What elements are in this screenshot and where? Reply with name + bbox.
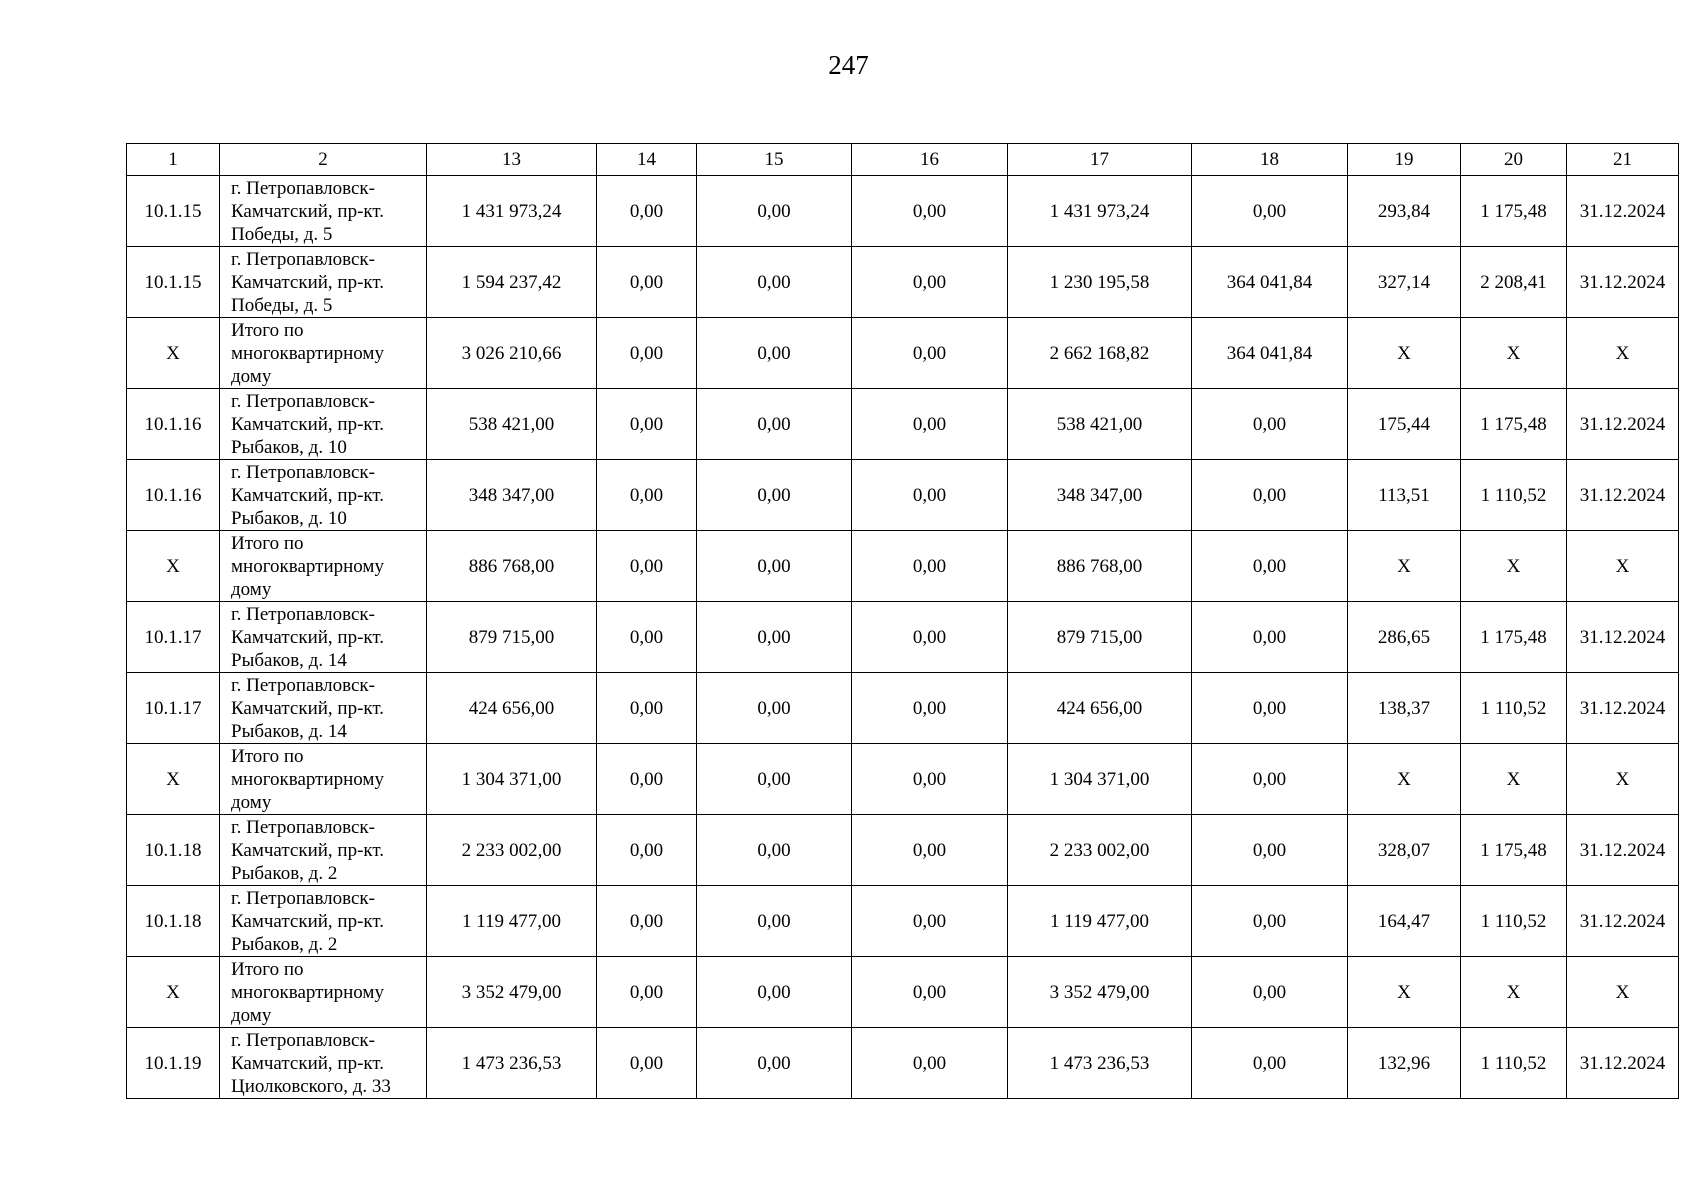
column-header: 20 (1461, 144, 1567, 176)
col14-cell: 0,00 (597, 531, 697, 602)
address-cell (220, 673, 427, 744)
column-header: 1 (127, 144, 220, 176)
address-line: г. Петропавловск- (231, 1029, 375, 1051)
address-line: Рыбаков, д. 2 (231, 933, 338, 955)
col21-cell: X (1567, 531, 1679, 602)
col18-cell: 0,00 (1192, 673, 1348, 744)
table-body (127, 176, 1679, 1099)
col20-cell: X (1461, 744, 1567, 815)
col14-cell: 0,00 (597, 318, 697, 389)
row-number-cell: 10.1.16 (127, 389, 220, 460)
address-cell (220, 460, 427, 531)
address-line: Циолковского, д. 33 (231, 1075, 391, 1097)
col21-cell: 31.12.2024 (1567, 602, 1679, 673)
col19-cell: 293,84 (1348, 176, 1461, 247)
col21-cell: X (1567, 744, 1679, 815)
col16-cell: 0,00 (852, 957, 1008, 1028)
column-header: 19 (1348, 144, 1461, 176)
col20-cell: 1 175,48 (1461, 389, 1567, 460)
address-cell (220, 602, 427, 673)
address-line: Итого по (231, 958, 304, 980)
col13-cell: 2 233 002,00 (427, 815, 597, 886)
col19-cell: 327,14 (1348, 247, 1461, 318)
address-line: Итого по (231, 532, 304, 554)
address-line: Камчатский, пр-кт. (231, 484, 385, 506)
col13-cell: 1 594 237,42 (427, 247, 597, 318)
col14-cell: 0,00 (597, 389, 697, 460)
col21-cell: 31.12.2024 (1567, 460, 1679, 531)
col17-cell: 538 421,00 (1008, 389, 1192, 460)
address-line: г. Петропавловск- (231, 816, 375, 838)
col19-cell: 132,96 (1348, 1028, 1461, 1099)
address-cell (220, 531, 427, 602)
col21-cell: 31.12.2024 (1567, 247, 1679, 318)
table-row (127, 815, 1679, 886)
col14-cell: 0,00 (597, 673, 697, 744)
column-header: 17 (1008, 144, 1192, 176)
col21-cell: X (1567, 318, 1679, 389)
col13-cell: 348 347,00 (427, 460, 597, 531)
row-number-cell: X (127, 531, 220, 602)
row-number-cell: 10.1.15 (127, 247, 220, 318)
col14-cell: 0,00 (597, 815, 697, 886)
col13-cell: 1 431 973,24 (427, 176, 597, 247)
address-line: г. Петропавловск- (231, 674, 375, 696)
total-row (127, 531, 1679, 602)
col17-cell: 424 656,00 (1008, 673, 1192, 744)
col13-cell: 886 768,00 (427, 531, 597, 602)
col15-cell: 0,00 (697, 389, 852, 460)
col18-cell: 0,00 (1192, 460, 1348, 531)
address-line: многоквартирному (231, 768, 384, 790)
address-cell (220, 247, 427, 318)
col16-cell: 0,00 (852, 318, 1008, 389)
col13-cell: 3 352 479,00 (427, 957, 597, 1028)
table-row (127, 673, 1679, 744)
table-row (127, 389, 1679, 460)
col15-cell: 0,00 (697, 957, 852, 1028)
col14-cell: 0,00 (597, 460, 697, 531)
col19-cell: X (1348, 744, 1461, 815)
col16-cell: 0,00 (852, 176, 1008, 247)
address-cell (220, 389, 427, 460)
col17-cell: 1 230 195,58 (1008, 247, 1192, 318)
col20-cell: 1 110,52 (1461, 460, 1567, 531)
col17-cell: 348 347,00 (1008, 460, 1192, 531)
col19-cell: X (1348, 318, 1461, 389)
column-header: 14 (597, 144, 697, 176)
col17-cell: 879 715,00 (1008, 602, 1192, 673)
col21-cell: 31.12.2024 (1567, 1028, 1679, 1099)
address-line: Рыбаков, д. 14 (231, 720, 347, 742)
col16-cell: 0,00 (852, 744, 1008, 815)
col15-cell: 0,00 (697, 318, 852, 389)
col17-cell: 1 119 477,00 (1008, 886, 1192, 957)
col20-cell: X (1461, 318, 1567, 389)
table-row (127, 176, 1679, 247)
row-number-cell: 10.1.18 (127, 886, 220, 957)
data-table (126, 143, 1679, 1099)
col14-cell: 0,00 (597, 602, 697, 673)
address-line: Рыбаков, д. 10 (231, 436, 347, 458)
col19-cell: X (1348, 957, 1461, 1028)
col18-cell: 0,00 (1192, 1028, 1348, 1099)
col14-cell: 0,00 (597, 1028, 697, 1099)
col20-cell: 2 208,41 (1461, 247, 1567, 318)
total-row (127, 957, 1679, 1028)
column-header: 13 (427, 144, 597, 176)
address-line: Победы, д. 5 (231, 223, 333, 245)
address-line: г. Петропавловск- (231, 177, 375, 199)
col21-cell: 31.12.2024 (1567, 176, 1679, 247)
row-number-cell: 10.1.16 (127, 460, 220, 531)
address-line: г. Петропавловск- (231, 887, 375, 909)
column-header: 2 (220, 144, 427, 176)
col16-cell: 0,00 (852, 247, 1008, 318)
address-line: Победы, д. 5 (231, 294, 333, 316)
col17-cell: 3 352 479,00 (1008, 957, 1192, 1028)
row-number-cell: 10.1.19 (127, 1028, 220, 1099)
col17-cell: 2 233 002,00 (1008, 815, 1192, 886)
address-line: г. Петропавловск- (231, 461, 375, 483)
col21-cell: 31.12.2024 (1567, 886, 1679, 957)
address-line: Камчатский, пр-кт. (231, 1052, 385, 1074)
address-line: Рыбаков, д. 2 (231, 862, 338, 884)
col18-cell: 364 041,84 (1192, 318, 1348, 389)
address-line: Камчатский, пр-кт. (231, 200, 385, 222)
col13-cell: 1 119 477,00 (427, 886, 597, 957)
row-number-cell: 10.1.15 (127, 176, 220, 247)
col18-cell: 0,00 (1192, 389, 1348, 460)
address-line: дому (231, 578, 272, 600)
address-cell (220, 957, 427, 1028)
col18-cell: 0,00 (1192, 176, 1348, 247)
row-number-cell: X (127, 744, 220, 815)
col14-cell: 0,00 (597, 957, 697, 1028)
row-number-cell: 10.1.17 (127, 673, 220, 744)
col15-cell: 0,00 (697, 247, 852, 318)
col13-cell: 424 656,00 (427, 673, 597, 744)
col21-cell: 31.12.2024 (1567, 815, 1679, 886)
col17-cell: 2 662 168,82 (1008, 318, 1192, 389)
col13-cell: 879 715,00 (427, 602, 597, 673)
total-row (127, 318, 1679, 389)
row-number-cell: 10.1.18 (127, 815, 220, 886)
col17-cell: 1 431 973,24 (1008, 176, 1192, 247)
col21-cell: 31.12.2024 (1567, 673, 1679, 744)
col19-cell: 113,51 (1348, 460, 1461, 531)
col16-cell: 0,00 (852, 389, 1008, 460)
address-line: многоквартирному (231, 981, 384, 1003)
address-line: Камчатский, пр-кт. (231, 839, 385, 861)
col15-cell: 0,00 (697, 460, 852, 531)
col19-cell: 164,47 (1348, 886, 1461, 957)
col20-cell: 1 110,52 (1461, 886, 1567, 957)
page-number: 247 (828, 50, 869, 80)
col14-cell: 0,00 (597, 886, 697, 957)
col19-cell: 328,07 (1348, 815, 1461, 886)
address-line: многоквартирному (231, 342, 384, 364)
col13-cell: 538 421,00 (427, 389, 597, 460)
col17-cell: 1 473 236,53 (1008, 1028, 1192, 1099)
col16-cell: 0,00 (852, 460, 1008, 531)
col20-cell: 1 110,52 (1461, 673, 1567, 744)
col14-cell: 0,00 (597, 744, 697, 815)
row-number-cell: X (127, 957, 220, 1028)
address-line: Итого по (231, 319, 304, 341)
col16-cell: 0,00 (852, 602, 1008, 673)
col15-cell: 0,00 (697, 602, 852, 673)
address-line: г. Петропавловск- (231, 603, 375, 625)
col13-cell: 3 026 210,66 (427, 318, 597, 389)
address-line: Рыбаков, д. 14 (231, 649, 347, 671)
col19-cell: X (1348, 531, 1461, 602)
col16-cell: 0,00 (852, 815, 1008, 886)
col21-cell: X (1567, 957, 1679, 1028)
col16-cell: 0,00 (852, 673, 1008, 744)
col20-cell: 1 110,52 (1461, 1028, 1567, 1099)
col18-cell: 0,00 (1192, 602, 1348, 673)
table-row (127, 602, 1679, 673)
column-header: 15 (697, 144, 852, 176)
address-line: г. Петропавловск- (231, 248, 375, 270)
address-line: Камчатский, пр-кт. (231, 910, 385, 932)
header-row (127, 144, 1679, 176)
address-line: Камчатский, пр-кт. (231, 271, 385, 293)
col20-cell: X (1461, 957, 1567, 1028)
address-line: Камчатский, пр-кт. (231, 697, 385, 719)
column-header: 18 (1192, 144, 1348, 176)
address-line: Итого по (231, 745, 304, 767)
col19-cell: 138,37 (1348, 673, 1461, 744)
col14-cell: 0,00 (597, 247, 697, 318)
address-cell (220, 318, 427, 389)
col16-cell: 0,00 (852, 886, 1008, 957)
address-cell (220, 744, 427, 815)
col18-cell: 364 041,84 (1192, 247, 1348, 318)
column-header: 21 (1567, 144, 1679, 176)
column-header: 16 (852, 144, 1008, 176)
col15-cell: 0,00 (697, 531, 852, 602)
row-number-cell: 10.1.17 (127, 602, 220, 673)
col15-cell: 0,00 (697, 815, 852, 886)
table-row (127, 247, 1679, 318)
col18-cell: 0,00 (1192, 815, 1348, 886)
col13-cell: 1 473 236,53 (427, 1028, 597, 1099)
col17-cell: 886 768,00 (1008, 531, 1192, 602)
address-line: дому (231, 1004, 272, 1026)
address-line: Рыбаков, д. 10 (231, 507, 347, 529)
address-line: г. Петропавловск- (231, 390, 375, 412)
col20-cell: 1 175,48 (1461, 176, 1567, 247)
col17-cell: 1 304 371,00 (1008, 744, 1192, 815)
address-line: многоквартирному (231, 555, 384, 577)
col16-cell: 0,00 (852, 531, 1008, 602)
total-row (127, 744, 1679, 815)
col13-cell: 1 304 371,00 (427, 744, 597, 815)
col15-cell: 0,00 (697, 1028, 852, 1099)
address-cell (220, 1028, 427, 1099)
address-line: дому (231, 791, 272, 813)
col15-cell: 0,00 (697, 886, 852, 957)
col20-cell: X (1461, 531, 1567, 602)
table-row (127, 1028, 1679, 1099)
address-cell (220, 886, 427, 957)
col20-cell: 1 175,48 (1461, 815, 1567, 886)
row-number-cell: X (127, 318, 220, 389)
col19-cell: 286,65 (1348, 602, 1461, 673)
address-cell (220, 815, 427, 886)
col15-cell: 0,00 (697, 176, 852, 247)
col18-cell: 0,00 (1192, 744, 1348, 815)
col14-cell: 0,00 (597, 176, 697, 247)
col18-cell: 0,00 (1192, 957, 1348, 1028)
table-row (127, 460, 1679, 531)
col18-cell: 0,00 (1192, 531, 1348, 602)
address-line: Камчатский, пр-кт. (231, 626, 385, 648)
col15-cell: 0,00 (697, 744, 852, 815)
col20-cell: 1 175,48 (1461, 602, 1567, 673)
table-row (127, 886, 1679, 957)
address-cell (220, 176, 427, 247)
col16-cell: 0,00 (852, 1028, 1008, 1099)
col18-cell: 0,00 (1192, 886, 1348, 957)
col15-cell: 0,00 (697, 673, 852, 744)
address-line: дому (231, 365, 272, 387)
address-line: Камчатский, пр-кт. (231, 413, 385, 435)
col19-cell: 175,44 (1348, 389, 1461, 460)
col21-cell: 31.12.2024 (1567, 389, 1679, 460)
